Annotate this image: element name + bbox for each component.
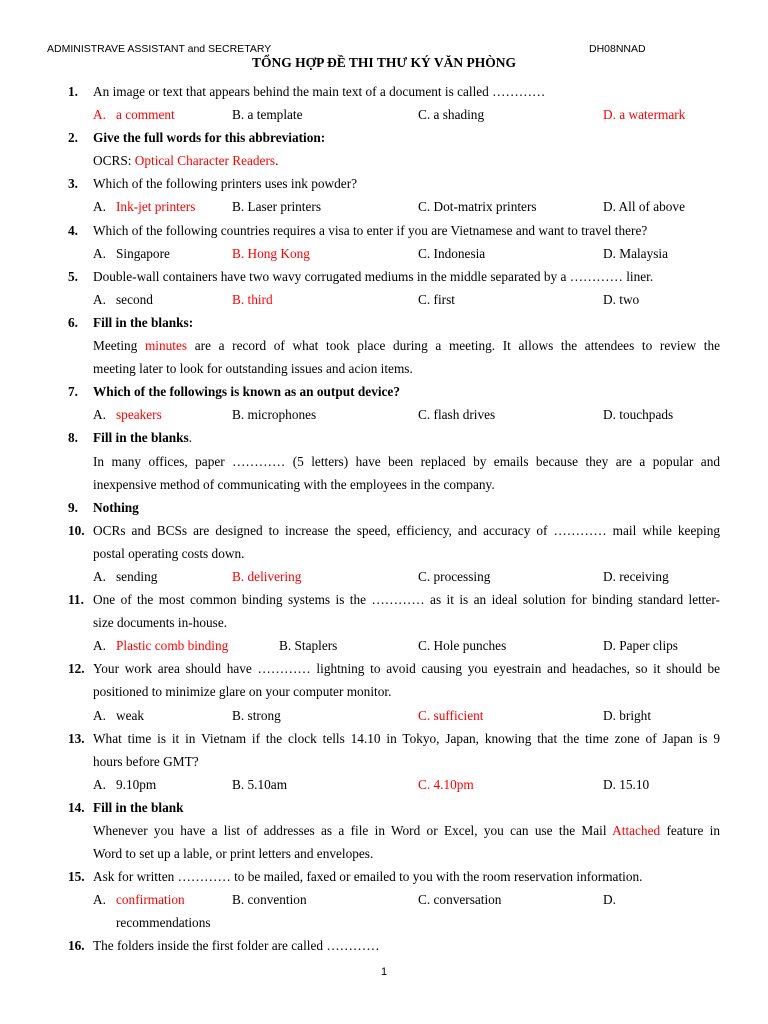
option-b: B. strong (232, 707, 281, 723)
option-d-text: recommendations (116, 915, 211, 931)
question-text: Which of the followings is known as an output device? (93, 384, 400, 400)
option-c: C. sufficient (418, 707, 484, 723)
option-b: B. microphones (232, 407, 317, 423)
question-7 (0, 380, 768, 403)
question-12 (0, 657, 768, 680)
question-14 (0, 796, 768, 819)
question-number: 15. (68, 869, 85, 885)
question-text: Give the full words for this abbreviation: (93, 130, 326, 146)
option-b: B. 5.10am (232, 776, 288, 792)
option-a: A. confirmation (93, 892, 185, 908)
question-number: 12. (68, 661, 85, 677)
option-a: A. sending (93, 568, 158, 584)
question-6-paragraph-line-1 (0, 334, 768, 357)
option-b: B. third (232, 291, 273, 307)
question-number: 6. (68, 314, 78, 330)
option-c: C. first (418, 291, 455, 307)
question-text: Which of the following printers uses ink powder? (93, 176, 358, 192)
answer-suffix: . (275, 153, 279, 169)
question-13 (0, 727, 768, 750)
option-a: A. Plastic comb binding (93, 638, 229, 654)
option-b: B. a template (232, 107, 303, 123)
question-number: 8. (68, 430, 78, 446)
paragraph-text: feature in (666, 823, 721, 838)
option-c: C. Indonesia (418, 245, 486, 261)
question-text: Fill in the blanks. (93, 430, 193, 446)
question-number: 14. (68, 799, 85, 815)
option-a: A. a comment (93, 107, 175, 123)
answer-prefix: OCRS: (93, 153, 135, 169)
question-10-options (0, 565, 768, 588)
option-c: C. a shading (418, 107, 485, 123)
option-b: B. Laser printers (232, 199, 321, 215)
question-text: One of the most common binding systems is the ………… as it is an ideal solution for binding standard letter- (93, 592, 720, 608)
question-number: 11. (68, 592, 84, 608)
question-text: An image or text that appears behind the main text of a document is called ………… (93, 84, 546, 99)
option-d: D. bright (603, 707, 652, 723)
option-c: C. Hole punches (418, 638, 507, 654)
question-7-options (0, 403, 768, 426)
question-text: Which of the following countries requires a visa to enter if you are Vietnamese and want to travel there? (93, 222, 648, 238)
question-4-options (0, 242, 768, 265)
question-text: Your work area should have ………… lightning to avoid causing you eyestrain and headaches, so it should be (93, 661, 720, 677)
question-11 (0, 588, 768, 611)
question-14-paragraph-line-2 (0, 842, 768, 865)
question-text: OCRs and BCSs are designed to increase the speed, efficiency, and accuracy of ………… mail while keeping (93, 522, 720, 538)
question-12-options (0, 704, 768, 727)
option-d: D. receiving (603, 568, 669, 584)
question-text: Double-wall containers have two wavy corrugated mediums in the middle separated by a ………… liner. (93, 268, 654, 284)
question-text: What time is it in Vietnam if the clock tells 14.10 in Tokyo, Japan, knowing that the time zone of Japan is 9 (93, 730, 720, 746)
question-15-options-line-2 (0, 911, 768, 934)
question-number: 2. (68, 130, 78, 146)
question-number: 13. (68, 730, 85, 746)
question-1-options (0, 103, 768, 126)
question-text: positioned to minimize glare on your computer monitor. (93, 684, 392, 700)
question-13-options (0, 773, 768, 796)
option-b: B. convention (232, 892, 307, 908)
option-c: C. conversation (418, 892, 502, 908)
question-2 (0, 126, 768, 149)
question-16 (0, 934, 768, 957)
option-a: A. second (93, 291, 153, 307)
paragraph-text: In many offices, paper ………… (5 letters) have been replaced by emails because they are a popular and (93, 453, 720, 469)
question-10-line-2 (0, 542, 768, 565)
option-d: D. Malaysia (603, 245, 668, 261)
question-11-line-2 (0, 611, 768, 634)
option-c: C. processing (418, 568, 491, 584)
answer-text: minutes (144, 338, 188, 354)
option-a: A. Singapore (93, 245, 170, 261)
option-d: D. 15.10 (603, 776, 650, 792)
question-10 (0, 519, 768, 542)
page-title: TỔNG HỢP ĐỀ THI THƯ KÝ VĂN PHÒNG (252, 55, 516, 70)
question-number: 16. (68, 938, 85, 954)
option-c: C. Dot-matrix printers (418, 199, 537, 215)
question-5 (0, 265, 768, 288)
question-8-paragraph-line-2 (0, 473, 768, 496)
option-b: B. Staplers (279, 638, 338, 654)
paragraph-text: are a record of what took place during a meeting. It allows the attendees to review the (194, 338, 720, 354)
question-1 (0, 80, 768, 103)
option-d: D. Paper clips (603, 638, 678, 654)
question-number: 9. (68, 499, 78, 515)
option-b: B. Hong Kong (232, 245, 310, 261)
option-d: D. touchpads (603, 407, 674, 423)
paragraph-text: Word to set up a lable, or print letters and envelopes. (93, 846, 374, 862)
paragraph-text: inexpensive method of communicating with the employees in the company. (93, 476, 495, 492)
question-text: hours before GMT? (93, 753, 199, 769)
option-d: D. (603, 892, 616, 908)
document-body (0, 80, 768, 958)
question-4 (0, 219, 768, 242)
question-9 (0, 496, 768, 519)
header-right: DH08NNAD (589, 43, 646, 55)
question-text: Ask for written ………… to be mailed, faxed or emailed to you with the room reservation information. (93, 869, 643, 885)
question-13-line-2 (0, 750, 768, 773)
question-11-options (0, 634, 768, 657)
question-15-options (0, 888, 768, 911)
question-8 (0, 426, 768, 449)
question-2-answer (0, 149, 768, 172)
question-number: 5. (68, 268, 78, 284)
question-number: 7. (68, 384, 78, 400)
option-d: D. two (603, 291, 640, 307)
question-number: 4. (68, 222, 78, 238)
question-text: size documents in-house. (93, 615, 228, 631)
question-text: Nothing (93, 499, 139, 515)
question-5-options (0, 288, 768, 311)
option-a: A. speakers (93, 407, 162, 423)
question-15 (0, 865, 768, 888)
header-left: ADMINISTRAVE ASSISTANT and SECRETARY (47, 43, 272, 55)
question-text: Fill in the blank (93, 799, 184, 815)
answer-text: Attached (612, 823, 661, 838)
question-number: 3. (68, 176, 78, 192)
question-text: postal operating costs down. (93, 545, 245, 561)
option-a: A. weak (93, 707, 145, 723)
question-number: 1. (68, 84, 78, 99)
option-d: D. All of above (603, 199, 685, 215)
question-14-paragraph-line-1 (0, 819, 768, 842)
option-b: B. delivering (232, 568, 302, 584)
question-3-options (0, 195, 768, 218)
question-8-paragraph-line-1 (0, 450, 768, 473)
question-text: Fill in the blanks: (93, 314, 194, 330)
page-number: 1 (380, 966, 388, 978)
paragraph-text: Meeting (93, 338, 138, 354)
option-d: D. a watermark (603, 107, 686, 123)
option-c: C. 4.10pm (418, 776, 474, 792)
question-12-line-2 (0, 680, 768, 703)
option-c: C. flash drives (418, 407, 496, 423)
question-6-paragraph-line-2 (0, 357, 768, 380)
question-number: 10. (68, 522, 85, 538)
option-a: A. 9.10pm (93, 776, 157, 792)
question-text: The folders inside the first folder are called ………… (93, 938, 380, 954)
option-a: A. Ink-jet printers (93, 199, 196, 215)
answer-text: Optical Character Readers (134, 153, 276, 169)
question-3 (0, 172, 768, 195)
paragraph-text: meeting later to look for outstanding issues and acion items. (93, 361, 413, 377)
paragraph-text: Whenever you have a list of addresses as a file in Word or Excel, you can use the Mail (93, 823, 607, 838)
question-6 (0, 311, 768, 334)
